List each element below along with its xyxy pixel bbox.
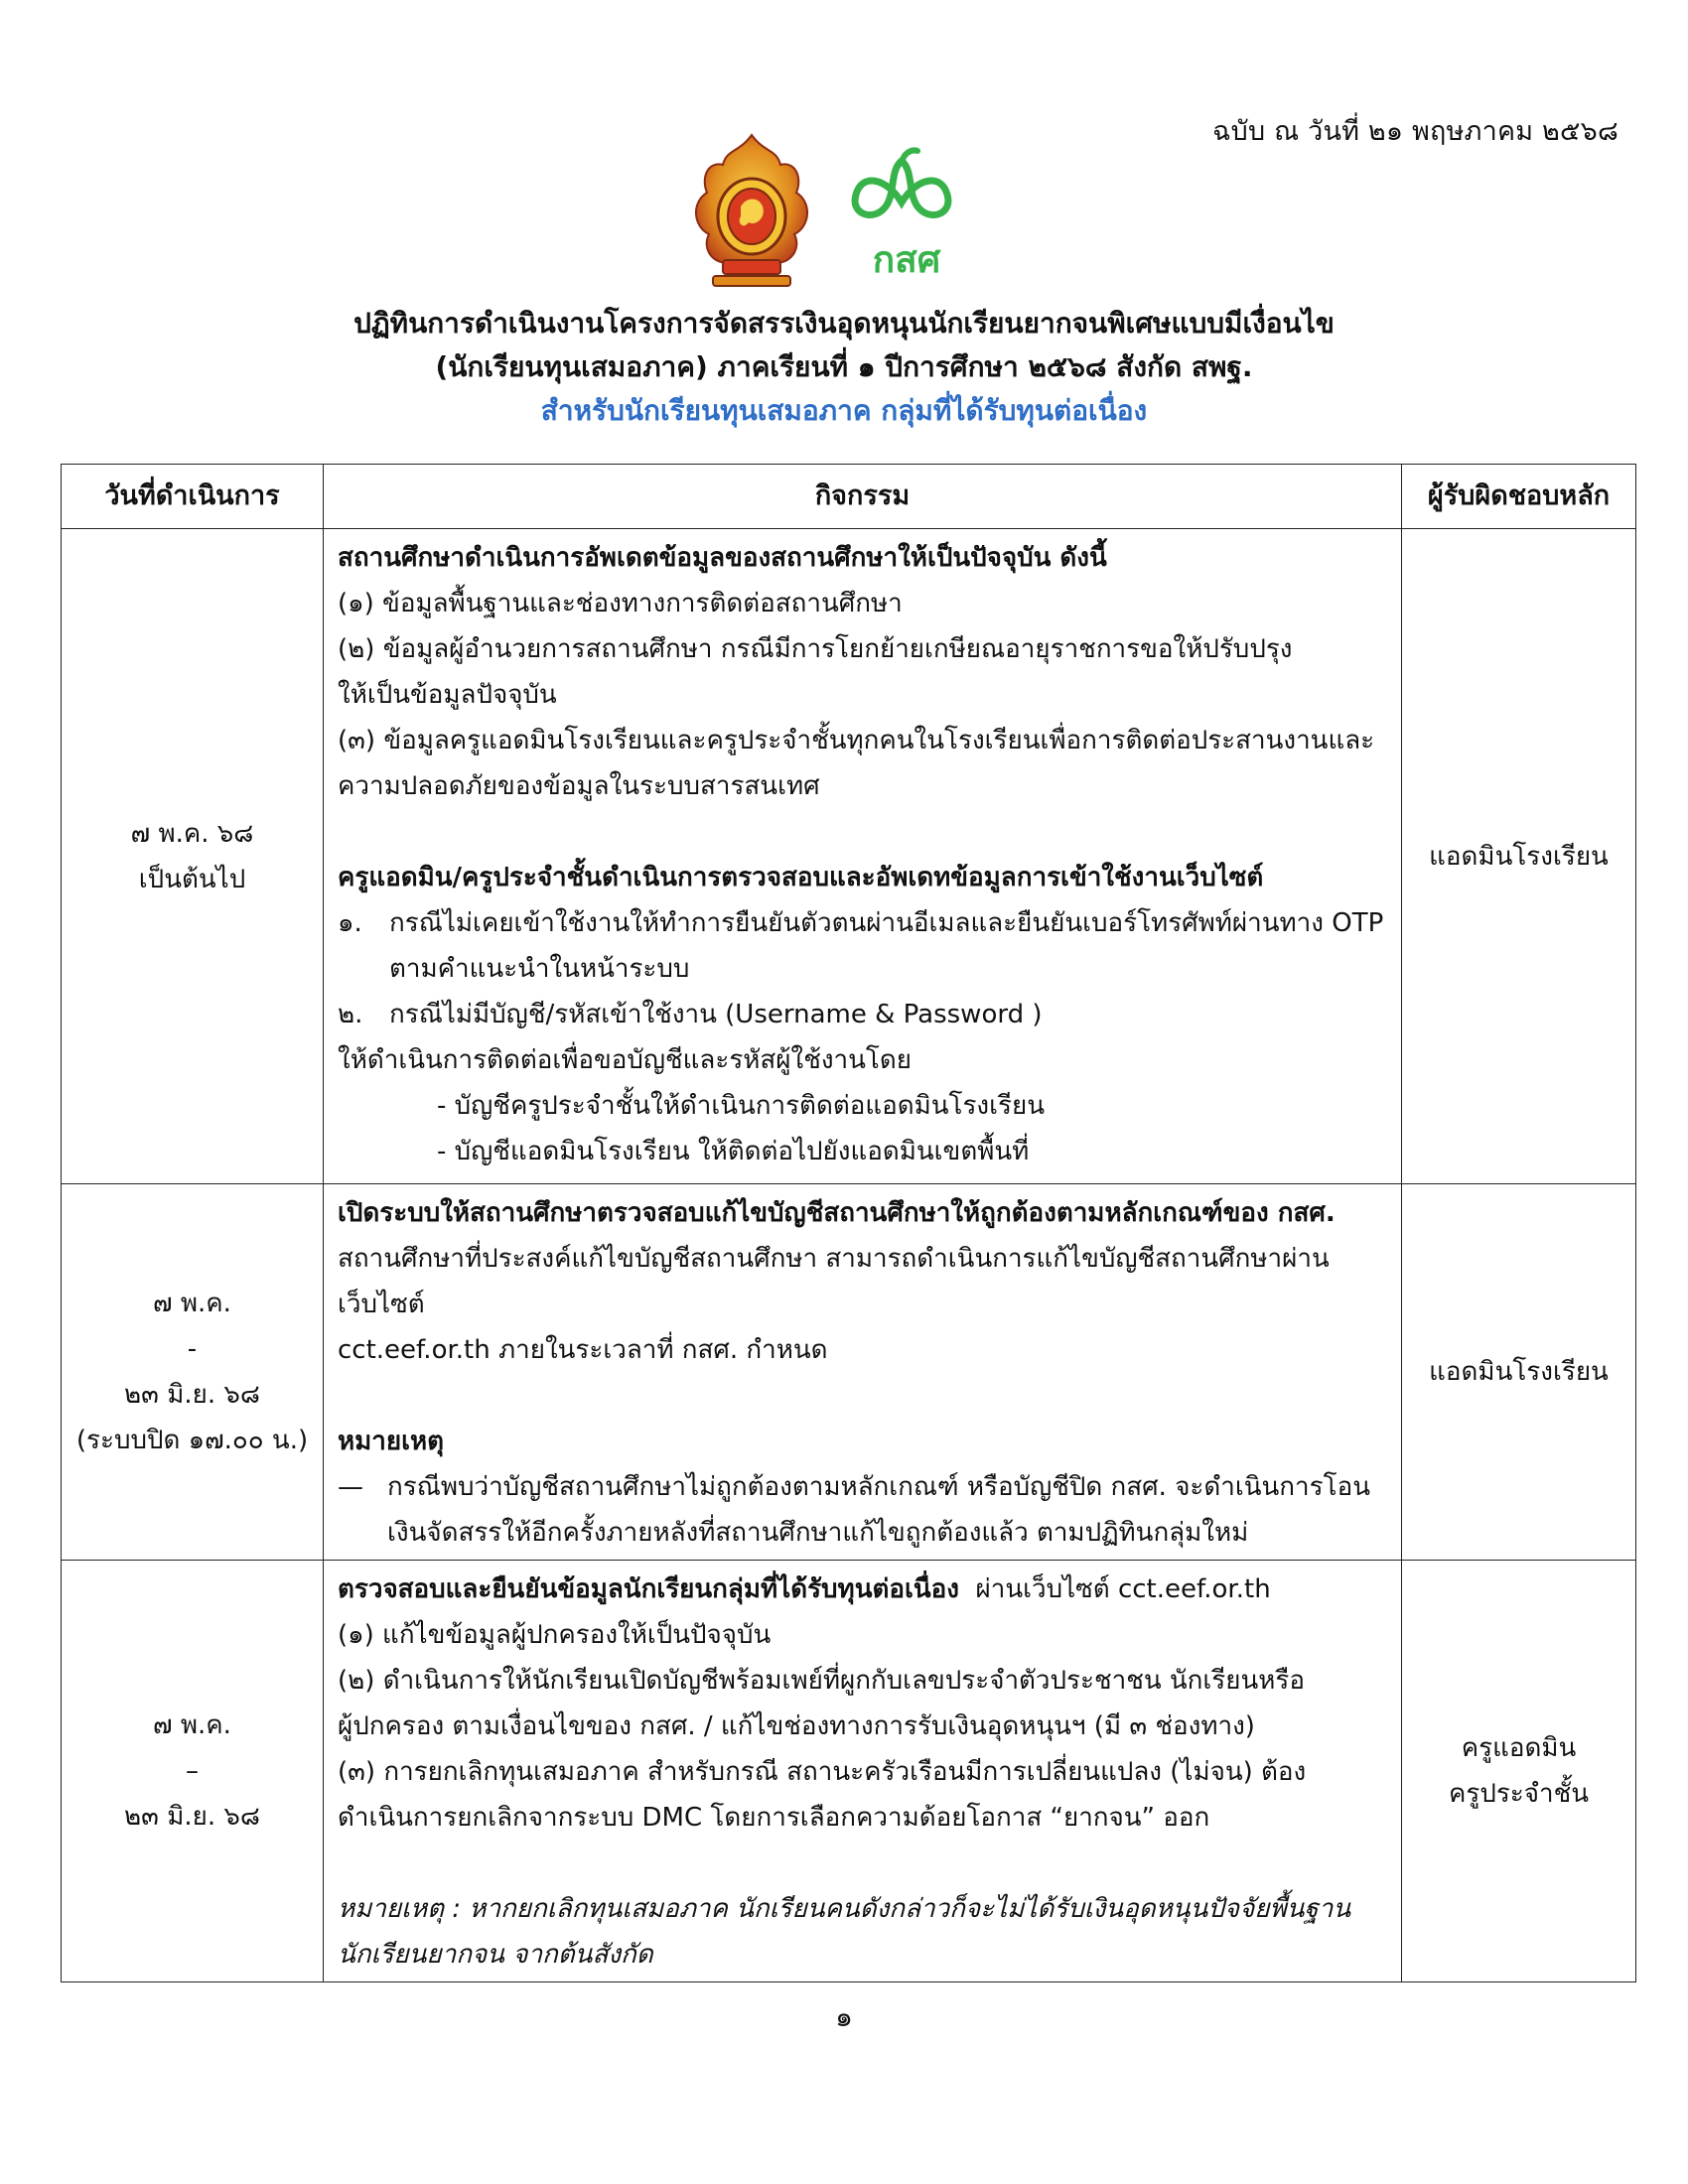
- date-text: ๒๓ มิ.ย. ๖๘: [124, 1802, 260, 1832]
- date-text: –: [186, 1756, 199, 1786]
- activity-item: (๒) ข้อมูลผู้อำนวยการสถานศึกษา กรณีมีการโยกย้ายเกษียณอายุราชการขอให้ปรับปรุง: [338, 634, 1293, 664]
- obec-emblem-icon: [685, 131, 819, 290]
- note-text: หมายเหตุ : หากยกเลิกทุนเสมอภาค นักเรียนคนดังกล่าวก็จะไม่ได้รับเงินอุดหนุนปัจจัยพื้นฐาน: [338, 1894, 1351, 1924]
- responsible-cell: [1402, 529, 1636, 1184]
- note-text: เงินจัดสรรให้อีกครั้งภายหลังที่สถานศึกษาแก้ไขถูกต้องแล้ว ตามปฏิทินกลุ่มใหม่: [387, 1518, 1249, 1548]
- header-responsible: ผู้รับผิดชอบหลัก: [1402, 465, 1636, 529]
- date-cell: [62, 1184, 324, 1561]
- header-date: วันที่ดำเนินการ: [62, 465, 324, 529]
- responsible-text: แอดมินโรงเรียน: [1429, 1357, 1609, 1387]
- responsible-cell: [1402, 1184, 1636, 1561]
- header-activity: กิจกรรม: [324, 465, 1402, 529]
- activity-heading: เปิดระบบให้สถานศึกษาตรวจสอบแก้ไขบัญชีสถานศึกษาให้ถูกต้องตามหลักเกณฑ์ของ กสศ.: [338, 1198, 1336, 1228]
- date-text: -: [187, 1334, 198, 1364]
- activity-item: (๓) ข้อมูลครูแอดมินโรงเรียนและครูประจำชั้นทุกคนในโรงเรียนเพื่อการติดต่อประสานงานและ: [338, 726, 1375, 755]
- activity-item: ให้เป็นข้อมูลปัจจุบัน: [338, 680, 557, 710]
- responsible-cell: [1402, 1561, 1636, 1982]
- activity-item: ความปลอดภัยของข้อมูลในระบบสารสนเทศ: [338, 771, 820, 801]
- responsible-text: ครูประจำชั้น: [1448, 1779, 1590, 1809]
- note-heading: หมายเหตุ: [338, 1427, 445, 1456]
- activity-item: ตามคำแนะนำในหน้าระบบ: [389, 954, 690, 984]
- note-text: นักเรียนยากจน จากต้นสังกัด: [338, 1940, 653, 1970]
- logo-group: [685, 131, 1003, 290]
- activity-cell: [324, 1184, 1402, 1561]
- spacer: [338, 809, 1387, 855]
- table-row: [62, 1561, 1636, 1982]
- title-line-2: (นักเรียนทุนเสมอภาค) ภาคเรียนที่ ๑ ปีการศึกษา ๒๕๖๘ สังกัด สพฐ.: [435, 350, 1253, 383]
- activity-item: (๓) การยกเลิกทุนเสมอภาค สำหรับกรณี สถานะครัวเรือนมีการเปลี่ยนแปลง (ไม่จน) ต้อง: [338, 1757, 1307, 1787]
- activity-item: กรณีไม่มีบัญชี/รหัสเข้าใช้งาน (Username & Password ): [389, 1000, 1043, 1029]
- spacer: [338, 1373, 1387, 1419]
- spacer: [338, 1841, 1387, 1886]
- title-line-3: สำหรับนักเรียนทุนเสมอภาค กลุ่มที่ได้รับทุนต่อเนื่อง: [540, 394, 1148, 427]
- date-text: เป็นต้นไป: [138, 864, 246, 894]
- responsible-text: ครูแอดมิน: [1461, 1733, 1577, 1763]
- item-number: ๒.: [338, 1000, 363, 1029]
- activity-item: (๑) ข้อมูลพื้นฐานและช่องทางการติดต่อสถานศึกษา: [338, 589, 903, 618]
- numbered-item: [338, 900, 1387, 992]
- activity-item: ดำเนินการยกเลิกจากระบบ DMC โดยการเลือกความด้อยโอกาส “ยากจน” ออก: [338, 1803, 1210, 1833]
- note-item: [338, 1464, 1387, 1556]
- schedule-table: [61, 464, 1636, 1982]
- dash-mark: —: [338, 1472, 363, 1502]
- activity-item: ให้ดำเนินการติดต่อเพื่อขอบัญชีและรหัสผู้ใช้งานโดย: [338, 1045, 913, 1075]
- activity-item: ผู้ปกครอง ตามเงื่อนไขของ กสศ. / แก้ไขช่องทางการรับเงินอุดหนุนฯ (มี ๓ ช่องทาง): [338, 1711, 1255, 1741]
- activity-cell: [324, 1561, 1402, 1982]
- table-row: [62, 529, 1636, 1184]
- activity-heading: ครูแอดมิน/ครูประจำชั้นดำเนินการตรวจสอบและอัพเดทข้อมูลการเข้าใช้งานเว็บไซต์: [338, 863, 1264, 892]
- activity-heading-line: [338, 1567, 1387, 1612]
- document-title: [0, 302, 1688, 433]
- activity-item: กรณีไม่เคยเข้าใช้งานให้ทำการยืนยันตัวตนผ่านอีเมลและยืนยันเบอร์โทรศัพท์ผ่านทาง OTP: [389, 908, 1384, 938]
- table-header-row: [62, 465, 1636, 529]
- dash-item: - บัญชีครูประจำชั้นให้ดำเนินการติดต่อแอดมินโรงเรียน: [437, 1091, 1045, 1121]
- activity-item: สถานศึกษาที่ประสงค์แก้ไขบัญชีสถานศึกษา สามารถดำเนินการแก้ไขบัญชีสถานศึกษาผ่านเว็บไซต์: [338, 1244, 1330, 1319]
- item-number: ๑.: [338, 908, 362, 938]
- activity-item: cct.eef.or.th ภายในระเวลาที่ กสศ. กำหนด: [338, 1335, 828, 1365]
- dash-item: - บัญชีแอดมินโรงเรียน ให้ติดต่อไปยังแอดมินเขตพื้นที่: [437, 1137, 1030, 1166]
- eef-logo-text: กสศ: [872, 238, 941, 281]
- date-cell: [62, 529, 324, 1184]
- activity-item: (๒) ดำเนินการให้นักเรียนเปิดบัญชีพร้อมเพย์ที่ผูกกับเลขประจำตัวประชาชน นักเรียนหรือ: [338, 1666, 1305, 1696]
- activity-item: (๑) แก้ไขข้อมูลผู้ปกครองให้เป็นปัจจุบัน: [338, 1620, 772, 1650]
- activity-heading: ตรวจสอบและยืนยันข้อมูลนักเรียนกลุ่มที่ได้รับทุนต่อเนื่อง: [338, 1574, 959, 1604]
- activity-cell: [324, 529, 1402, 1184]
- title-line-1: ปฏิทินการดำเนินงานโครงการจัดสรรเงินอุดหนุนนักเรียนยากจนพิเศษแบบมีเงื่อนไข: [353, 307, 1335, 340]
- date-text: ๗ พ.ค. ๖๘: [130, 818, 254, 849]
- note-text: กรณีพบว่าบัญชีสถานศึกษาไม่ถูกต้องตามหลักเกณฑ์ หรือบัญชีปิด กสศ. จะดำเนินการโอน: [387, 1472, 1370, 1502]
- activity-heading: สถานศึกษาดำเนินการอัพเดตข้อมูลของสถานศึกษาให้เป็นปัจจุบัน ดังนี้: [338, 543, 1107, 573]
- date-cell: [62, 1561, 324, 1982]
- activity-heading-website: ผ่านเว็บไซต์ cct.eef.or.th: [958, 1574, 1271, 1604]
- responsible-text: แอดมินโรงเรียน: [1429, 841, 1609, 872]
- page-number: ๑: [835, 2000, 853, 2033]
- issue-date: ฉบับ ณ วันที่ ๒๑ พฤษภาคม ๒๕๖๘: [1212, 116, 1618, 147]
- date-text: ๒๓ มิ.ย. ๖๘: [124, 1380, 260, 1410]
- table-row: [62, 1184, 1636, 1561]
- numbered-item: [338, 992, 1387, 1037]
- date-text: ๗ พ.ค.: [153, 1710, 231, 1740]
- date-text: ๗ พ.ค.: [153, 1289, 231, 1318]
- date-text: (ระบบปิด ๑๗.๐๐ น.): [75, 1426, 309, 1455]
